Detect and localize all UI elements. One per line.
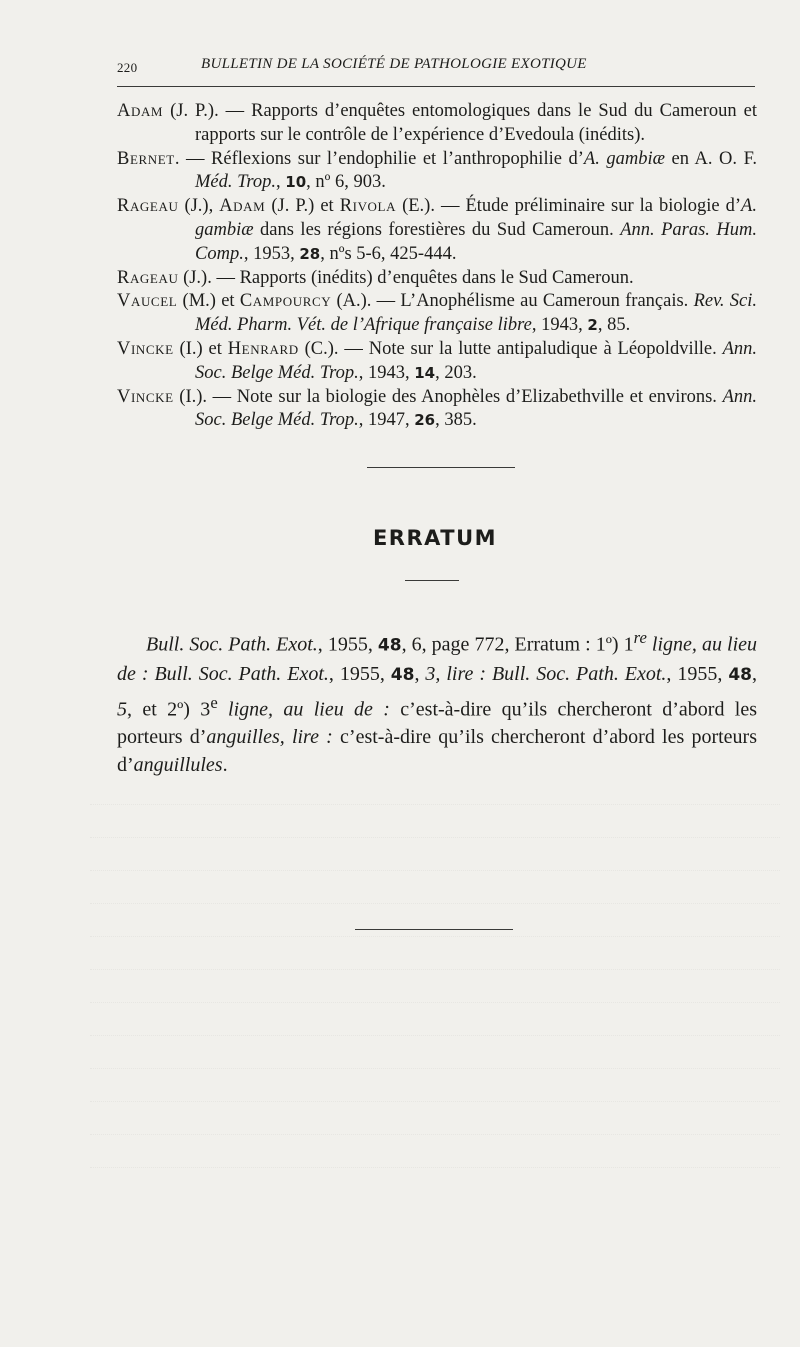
reference-text: , nº 6, 903. [306, 172, 386, 193]
reference-text: (J. P.) et [265, 196, 340, 217]
header-rule [117, 86, 755, 87]
erratum-text: ligne, au lieu de : [117, 633, 758, 685]
superscript: re [633, 628, 647, 647]
volume-number: 48 [728, 664, 752, 685]
erratum-text: ligne, au lieu de : [217, 698, 401, 721]
superscript: e [210, 692, 218, 712]
author: Rageau [117, 196, 179, 217]
author: Campourcy [239, 291, 332, 312]
reference-text: (A.). — L’Anophélisme au Cameroun français. [331, 291, 694, 312]
erratum-text: , [751, 662, 757, 685]
volume-number: 10 [285, 173, 307, 192]
erratum-heading: ERRATUM [372, 526, 498, 550]
author: Vincke [117, 386, 174, 407]
author: Bernet [117, 148, 175, 169]
reference-text: dans les régions forestières du Sud Cameroun. [253, 219, 621, 240]
heading-underline [405, 580, 459, 581]
reference-item [117, 290, 757, 338]
reference-item [117, 148, 757, 196]
erratum-text: c’est-à-dire qu’ils chercheront d’abord les porteurs d’ [117, 698, 757, 749]
reference-item [117, 195, 757, 266]
reference-text: , 385. [435, 410, 477, 431]
journal-title: Bull. Soc. Path. Exot. [491, 662, 667, 685]
reference-text: (E.). — Étude préliminaire sur la biologie d’ [396, 196, 742, 217]
author: Vincke [117, 338, 174, 359]
reference-text: , 85. [597, 315, 631, 336]
reference-text: . — Réflexions sur l’endophilie et l’anthropophilie d’ [174, 148, 584, 169]
page-number: 220 [117, 60, 138, 75]
journal-title: Bull. Soc. Path. Exot. [154, 662, 329, 685]
volume-number: 26 [414, 411, 436, 430]
erratum-text: , 1955, [328, 662, 391, 685]
reference-text: (I.) et [173, 338, 228, 359]
author: Vaucel [117, 291, 178, 312]
volume-number: 28 [299, 244, 321, 263]
erratum-text: , 1955, [666, 662, 729, 685]
reference-item [117, 338, 757, 386]
show-through-texture [90, 780, 780, 1320]
reference-text: , 1953, [243, 243, 300, 264]
author: Rivola [339, 196, 397, 217]
erratum-text: anguillules [133, 754, 223, 777]
reference-item [117, 100, 757, 148]
reference-text: (J.). — Rapports (inédits) d’enquêtes dans le Sud Cameroun. [178, 267, 634, 288]
author: Henrard [227, 338, 299, 359]
journal-title: Méd. Trop. [195, 172, 277, 193]
author: Rageau [117, 267, 179, 288]
journal-title: Bull. Soc. Path. Exot. [146, 633, 318, 656]
journal-title: Ann. Soc. Belge Méd. Trop. [195, 338, 757, 383]
erratum-text: , [414, 662, 426, 685]
reference-text: , nºs 5-6, 425-444. [320, 243, 457, 264]
journal-title: Ann. Paras. Hum. Comp. [195, 219, 757, 264]
reference-text: (I.). — Note sur la biologie des Anophèles d’Elizabethville et environs. [173, 386, 723, 407]
erratum-paragraph [117, 624, 757, 779]
reference-text: , 1947, [358, 410, 415, 431]
reference-text: , 1943, [531, 315, 588, 336]
reference-text: en A. O. F. [664, 148, 758, 169]
journal-title: Ann. Soc. Belge Méd. Trop. [195, 386, 757, 431]
species-name: A. gambiæ [195, 196, 757, 240]
reference-text: (J.), [178, 196, 220, 217]
species-name: A. gambiæ [583, 148, 665, 169]
reference-text: , [276, 172, 286, 193]
journal-title: Rev. Sci. Méd. Pharm. Vét. de l’Afrique française libre [195, 291, 758, 336]
volume-number: 48 [377, 635, 402, 656]
reference-text: (C.). — Note sur la lutte antipaludique à Léopoldville. [298, 338, 723, 359]
erratum-text: 3, lire : [425, 662, 492, 685]
volume-number: 48 [390, 664, 415, 685]
running-title: BULLETIN DE LA SOCIÉTÉ DE PATHOLOGIE EXOTIQUE [201, 56, 587, 72]
author: Adam [117, 101, 164, 121]
reference-text: (J. P.). — Rapports d’enquêtes entomologiques dans le Sud du Cameroun et rapports sur le contrôle de l’expérience d’Evedoula (inédits). [163, 101, 757, 145]
erratum-text: anguilles, lire : [206, 726, 341, 749]
reference-text: (M.) et [177, 291, 240, 312]
reference-text: , 203. [435, 362, 477, 383]
reference-item [117, 386, 757, 434]
volume-number: 2 [587, 316, 598, 335]
author: Adam [219, 196, 266, 217]
volume-number: 14 [414, 363, 436, 382]
erratum-text: 5 [117, 698, 127, 721]
section-divider [367, 467, 515, 468]
erratum-text: , 1955, [317, 633, 378, 656]
reference-list [117, 100, 757, 433]
reference-item [117, 267, 757, 291]
reference-text: , 1943, [358, 362, 415, 383]
erratum-text: c’est-à-dire qu’ils chercheront d’abord les porteurs d’ [117, 726, 757, 777]
erratum-text: , et 2º) 3 [127, 698, 211, 721]
erratum-text: . [222, 754, 228, 777]
erratum-text: , 6, page 772, Erratum : 1º) 1 [401, 633, 634, 656]
